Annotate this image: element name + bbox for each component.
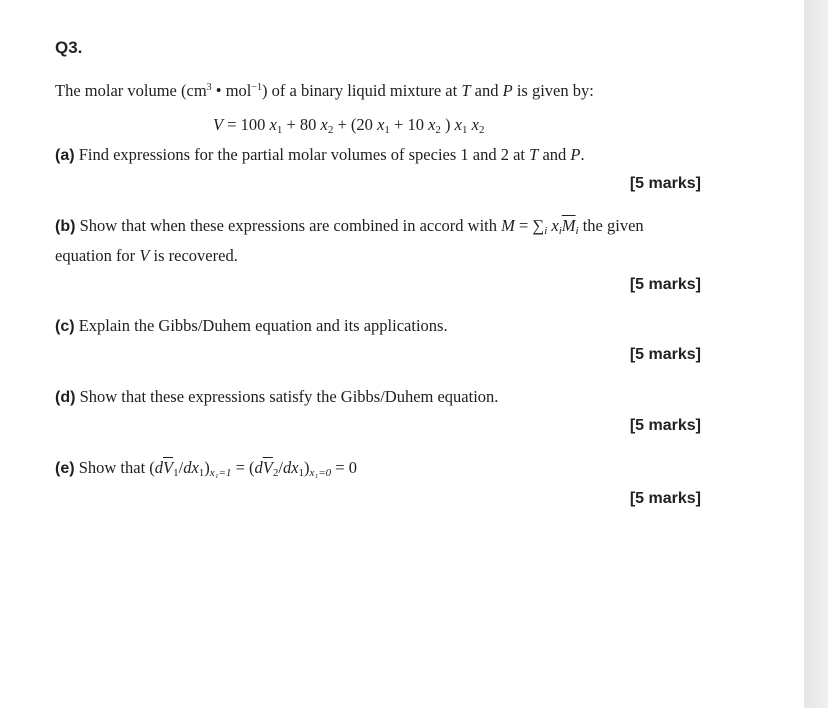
part-a [55,145,585,165]
intro-text-2: ) of a binary liquid mixture at [262,81,462,100]
var-d: d [254,458,263,477]
part-b-line2 [55,246,238,266]
var-dx: dx [282,458,299,477]
question-number: Q3. [55,38,83,57]
part-a-label: (a) [55,147,75,164]
part-e-marks: [5 marks] [629,490,701,507]
part-c-text: Explain the Gibbs/Duhem equation and its applications. [74,316,448,335]
eq-sub: 2 [327,124,334,136]
unit-exponent-3: 3 [206,82,212,93]
close-paren: ) [304,458,310,477]
page-gutter [804,0,828,708]
sum-index: i [544,225,548,237]
part-b-line2-a: equation for [55,246,140,265]
var-x: x [547,216,559,235]
part-c-marks: [5 marks] [629,346,701,363]
part-a-marks: [5 marks] [629,175,701,192]
eq-sub: 1 [384,124,390,136]
eq-x: x [454,115,462,134]
eval-x1-1: x₁=1 [209,467,232,479]
part-d-label: (d) [55,389,76,406]
eq-sub: 2 [435,124,441,136]
intro-end: is given by: [512,81,594,100]
part-b-sum: = ∑ [514,216,545,235]
part-e-label: (e) [55,460,75,477]
eq-term: = 100 [223,115,270,134]
part-e-mid: = ( [231,458,255,477]
intro-unit: • mol [211,81,252,100]
intro-text: The molar volume (cm [55,81,207,100]
eval-x1-0: x₁=0 [309,467,332,479]
part-e-text: Show that ( [74,458,155,477]
var-T: T [529,145,539,164]
var-V-bar: $\overline{V}$ [262,458,273,477]
close-paren: ) [204,458,210,477]
sub-2: 2 [272,467,279,479]
eq-sub: 2 [478,124,485,136]
eq-x: x [428,115,436,134]
intro-line [55,81,594,101]
part-b-after: the given [578,216,644,235]
var-P: P [570,145,581,164]
eq-sub: 1 [276,124,283,136]
eq-term: + 80 [282,115,321,134]
part-e [55,458,357,479]
var-V-bar: $\overline{V}$ [163,458,174,477]
sub-1: 1 [298,467,305,479]
part-a-text: Find expressions for the partial molar volumes of species 1 and 2 at [74,145,530,164]
volume-equation [213,115,484,136]
var-P: P [502,81,513,100]
eq-x: x [471,115,479,134]
intro-and: and [470,81,503,100]
eq-sub: 1 [461,124,468,136]
eq-term: ) [440,115,455,134]
part-c [55,316,448,336]
eq-x: x [377,115,385,134]
sub-1: 1 [173,467,179,479]
part-b-line2-b: is recovered. [149,246,238,265]
sub-1: 1 [198,467,205,479]
eq-x: x [320,115,328,134]
var-T: T [461,81,471,100]
eq-lhs: V [213,115,224,134]
part-b-text: Show that when these expressions are combined in accord with [75,216,502,235]
part-b [55,216,644,237]
part-b-marks: [5 marks] [629,276,701,293]
part-c-label: (c) [55,318,75,335]
var-M-bar: $\overline{M}$ [561,216,576,235]
var-dx: dx [183,458,199,477]
part-a-and: and [538,145,571,164]
var-d: d [154,458,164,477]
slash: / [278,458,283,477]
eq-x: x [269,115,277,134]
var-M: M [501,216,515,235]
part-d [55,387,498,407]
eq-term: + 10 [389,115,429,134]
part-e-end: = 0 [331,458,357,477]
part-d-text: Show that these expressions satisfy the Gibbs/Duhem equation. [75,387,499,406]
eq-term: + (20 [333,115,378,134]
unit-exponent-neg1: −1 [251,82,263,93]
sum-index: i [558,225,562,237]
part-a-end: . [580,145,585,164]
part-b-label: (b) [55,218,76,235]
part-d-marks: [5 marks] [629,417,701,434]
var-V: V [139,246,150,265]
slash: / [178,458,184,477]
sum-index: i [575,225,579,237]
